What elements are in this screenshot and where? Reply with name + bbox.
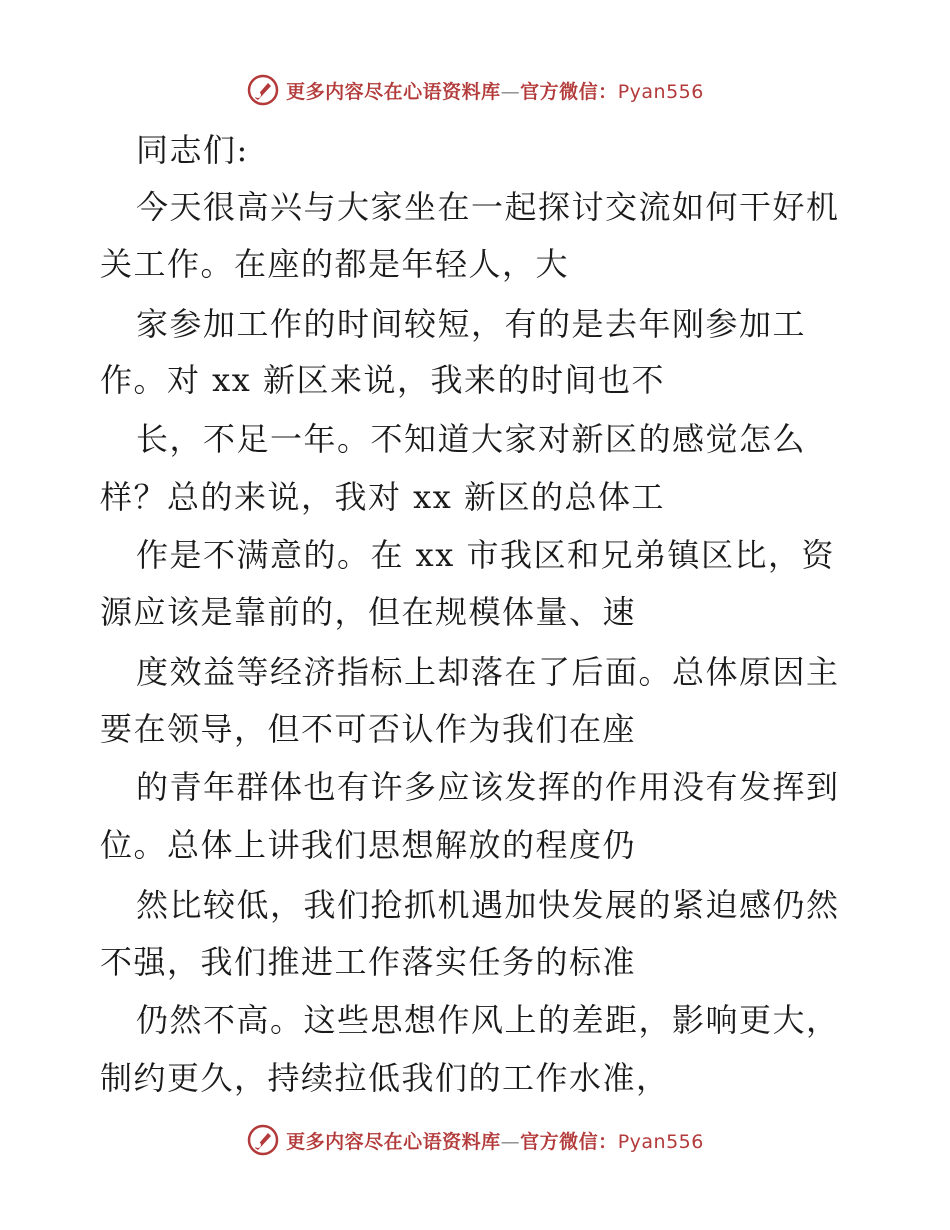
pen-circle-logo-icon: [246, 73, 280, 107]
watermark-text: [286, 1127, 704, 1154]
header-watermark: [0, 70, 950, 110]
text-line: 作是不满意的。在 xx 市我区和兄弟镇区比，资: [136, 536, 835, 574]
footer-watermark: [0, 1120, 950, 1160]
text-line: 仍然不高。这些思想作风上的差距，影响更大，: [136, 1001, 840, 1039]
text-line: 源应该是靠前的，但在规模体量、速: [100, 593, 637, 631]
text-line: 位。总体上讲我们思想解放的程度仍: [100, 826, 637, 864]
text-line: 样？总的来说，我对 xx 新区的总体工: [100, 478, 665, 516]
watermark-separator: —: [500, 1130, 521, 1153]
text-line: 作。对 xx 新区来说，我来的时间也不: [100, 361, 665, 399]
text-line: 关工作。在座的都是年轻人，大: [100, 245, 570, 283]
watermark-channel: 官方微信：: [520, 80, 618, 103]
text-line: 制约更久，持续拉低我们的工作水准，: [100, 1059, 670, 1097]
watermark-brand: 更多内容尽在心语资料库: [286, 1130, 501, 1153]
watermark-brand: 更多内容尽在心语资料库: [286, 80, 501, 103]
text-line: 不强，我们推进工作落实任务的标准: [100, 943, 637, 981]
text-line: 长，不足一年。不知道大家对新区的感觉怎么: [136, 420, 807, 458]
text-line: 要在领导，但不可否认作为我们在座: [100, 710, 637, 748]
text-line: 同志们:: [136, 131, 249, 169]
watermark-text: [286, 77, 704, 104]
text-line: 然比较低，我们抢抓机遇加快发展的紧迫感仍然: [136, 886, 840, 924]
pen-circle-logo-icon: [246, 1123, 280, 1157]
text-line: 家参加工作的时间较短，有的是去年刚参加工: [136, 305, 807, 343]
text-line: 今天很高兴与大家坐在一起探讨交流如何干好机: [136, 188, 840, 226]
text-line: 的青年群体也有许多应该发挥的作用没有发挥到: [136, 768, 840, 806]
watermark-separator: —: [500, 80, 521, 103]
watermark-channel: 官方微信：: [520, 1130, 618, 1153]
watermark-account: Pyan556: [617, 1130, 704, 1153]
text-line: 度效益等经济指标上却落在了后面。总体原因主: [136, 653, 840, 691]
watermark-account: Pyan556: [617, 80, 704, 103]
